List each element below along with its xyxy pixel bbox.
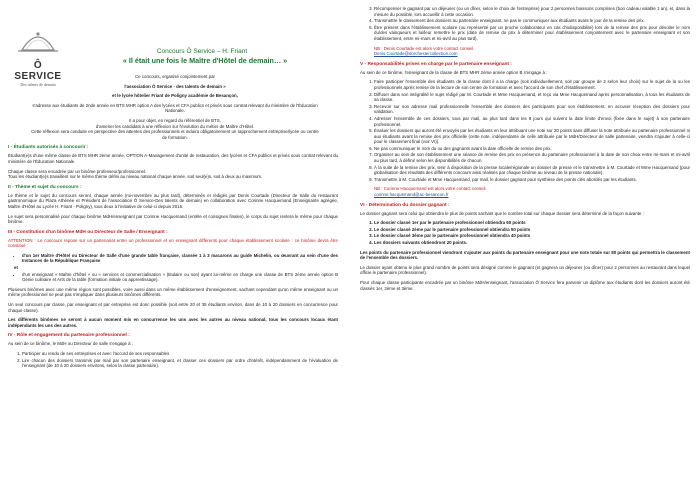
contact-email-link[interactable]: Denis.Courtade@dorchestercollection.com	[374, 51, 458, 57]
paragraph: Étudiant(e)s d'une même classe de BTS MHR 2ème année, OPTION A-Management d'unité de restauration, des lycées et CFA publics et privés sous contrat relevant du ministère de l'Éducation Nationale.	[8, 153, 338, 164]
paragraph: Le dossier gagnant sera celui qui obtiendra le plus de points sachant que le nombre total sur chaque dossier sera déterminé de la façon suivante :	[360, 210, 644, 216]
list-item: 3. Recevoir sur son adresse mail professionnelle l'ensemble des dossiers des participants pour son établissement, en accuser réception des dossiers pour validation.	[374, 104, 690, 115]
list-item: 9. Transmettre à M. Courtade et Mme Hacquemand, par mail, le dossier gagnant pour synthèse des points clés abordés par les étudiants.	[374, 177, 690, 183]
list-item: 2. Lire chacun des dossiers transmis par mail par son partenaire enseignant, et classer ces dossiers par ordre d'intérêt, indépendamment de l'évaluation de l'enseignant (de 10 à 20 dossiers environs, selon la classe partenaire).	[22, 358, 338, 369]
intro-line: s'adresse aux étudiants de 2nde année en BTS MHR option A des lycées et CFA publics et privés sous contrat relevant du ministère de l'Éducation Nationale.	[32, 102, 318, 114]
section-title: V - Responsabilités prises en charge par le partenaire enseignant :	[360, 61, 512, 67]
logo-tagline: Des talents de demain	[20, 82, 56, 87]
list-item: 4. Transmettre le classement des dossiers au partenaire enseignant, ne pas le communiquer aux étudiants avant le jour de la remise des prix.	[374, 18, 690, 24]
logo-mark	[12, 20, 64, 58]
paragraph: Les points du partenaire professionnel viendront s'ajouter aux points du partenaire enseignant pour une note totale sur 80 points qui permettra le classement de l'ensemble des dossiers.	[360, 249, 690, 261]
contact-label: NB : Corinne Hacquemand est alors votre contact conseil	[374, 186, 486, 192]
intro-line: Il a pour objet, en regard du référentiel de BTS,	[129, 117, 221, 123]
list-item: 1. Participer au rendu de ses entreprises et avec l'accord de ses responsables	[22, 351, 338, 357]
list-item: 6. Ne pas communiquer le nom du ou des gagnants avant la date officielle de remise des prix.	[374, 146, 690, 152]
contact-label: NB : Denis Courtade est alors votre contact conseil	[374, 45, 474, 51]
paragraph: Le sujet sera personnalisé pour chaque binôme MdH/enseignant par Corinne Hacquemand (entête et consignes finales), le corps du sujet restera le même pour chaque binôme.	[8, 213, 338, 225]
list-item: et	[14, 265, 18, 271]
left-column	[8, 74, 338, 373]
list-item: 3. Le dossier classé 3ème par le partenaire professionnel obtiendra 40 points	[374, 233, 690, 239]
section-title: I - Étudiants autorisés à concourir :	[8, 145, 89, 151]
bullet-list	[8, 253, 338, 283]
list-item: 1. Faire participer l'ensemble des étudiants de la classe dont il a la charge (soit individuellement, soit par groupe de 2 selon leur choix) sur le sujet de la ou les professionnels après remise de la lecture de son centre de formation et avec l'accord de son chef d'établissement.	[374, 79, 690, 90]
paragraph: Au sein de ce binôme, l'enseignant de la classe de BTS MHR 2ème année option B s'engage à :	[360, 69, 548, 75]
contact-block	[374, 186, 690, 197]
paragraph: Un seul concours par classe, par enseignant et par entreprise est donc possible (soit entre 20 et 35 étudiants environ, dans de 10 à 20 dossiers en concurrence pour chaque classe).	[8, 302, 338, 313]
list-item: 2. Le dossier classé 2ème par le partenaire professionnel obtiendra 50 points	[374, 227, 690, 233]
list-item: • d'un 1er Maître d'Hôtel ou Directeur de Salle d'une grande table française, classée 1 à 3 macarons au guide Michelin, ou œuvrant au sein d'une des Instances de la République Française	[22, 253, 338, 264]
section-title: II - Thème et sujet du concours :	[8, 184, 82, 190]
list-item: • d'un enseignant « Maître d'hôtel » ou « services et commercialisation » (titulaire ou non) ayant lui-même en charge une classe de BTS 2ème année option B Génie culinaire et Arts de la table (formation initiale ou apprentissage).	[22, 272, 338, 283]
cloche-icon	[12, 20, 64, 58]
logo	[12, 20, 64, 87]
numbered-list	[8, 351, 338, 369]
intro-block	[30, 74, 320, 140]
list-item: 4. Adresser l'ensemble de ces dossiers, tous par mail, au plus tard dans les 8 jours qui suivent la date limite d'envoi (fixée dans le sujet) à son partenaire professionnel.	[374, 116, 690, 127]
contest-theme: « Il était une fois le Maître d'Hôtel de demain… »	[122, 56, 288, 65]
list-item: 1. Le dossier classé 1er par le partenaire professionnel obtiendra 60 points	[374, 220, 690, 226]
list-item: 3. Récompenser le gagnant par un déjeuner (ou un dîner, selon le choix de l'entreprise) pour 2 personnes boissons comprises (bon cadeau valable 1 an), et, dans la mesure du possible, lors accueillir à cette occasion.	[374, 6, 690, 17]
intro-line: et le lycée hôtelier Friant de Poligny académie de Besançon,	[112, 93, 238, 99]
contact-block	[374, 46, 690, 57]
numbered-list	[360, 220, 690, 245]
list-item: 2. Diffuser dans son intégralité le sujet rédigé par M. Courtade et Mme Hacquemand, et reçu via Mme Hacquemand après personnalisation, à tous les étudiants de sa classe.	[374, 92, 690, 103]
paragraph: Le dossier ayant obtenu le plus grand nombre de points sera désigné comme le gagnant (et gagnera un déjeuner (ou dîner) pour 2 personnes au restaurant dans lequel officie le partenaire professionnel).	[360, 264, 690, 276]
section-title: VI - Détermination du dossier gagnant :	[360, 202, 450, 208]
list-item: 7. Organiser au sein de son établissement une séance de remise des prix en présence du partenaire professionnel à la date de son choix entre mi-mars et mi-avril au plus tard, à définir selon les disponibilités de chacun.	[374, 152, 690, 163]
numbered-list	[360, 6, 690, 42]
intro-line: Ce concours, organisé conjointement par	[134, 74, 216, 79]
paragraph: Le thème et le sujet du concours seront, chaque année (mi-novembre au plus tard), déterminés et rédigés par Denis Courtade (Directeur de Salle du restaurant gastronomique du Plaza Athénée et Président de l'association Ô Service-Des talents de demain) en collaboration avec Corinne Hacquemand (Enseignante agrégée, Maître d'Hôtel au Lycée H. Friant - Poligny), tous deux à l'initiative de celui-ci depuis 2016.	[8, 192, 338, 209]
numbered-list	[360, 79, 690, 182]
intro-line: Cette réflexion sera conduite en perspective des attentes des professionnels et induira obligatoirement un rapprochement entreprise/lycée ou centre de formation.	[31, 129, 319, 140]
paragraph: Pour chaque classe participante encadrée par un binôme MdH/enseignant, l'association Ô Service fera parvenir un diplôme aux étudiants dont les dossiers auront été classés 1er, 2ème et 3ème.	[360, 279, 690, 291]
intro-line: l'association Ô Service - des talents de demain »	[124, 83, 226, 89]
attention-paragraph: ATTENTION : Le concours repose sur un partenariat entre un professionnel et un enseignant différents pour chaque établissement scolaire : ce binôme devra être constitué :	[8, 237, 338, 249]
paragraph: Tous les étudiant(e)s travaillent sur le même thème défini au niveau national chaque année, soit seul(e)s, soit à deux au maximum.	[8, 174, 263, 180]
list-item: 8. À la suite de la remise des prix, tenir à disposition de la presse locale/régionale un dossier de presse et le transmettre à M. Courtade et Mme Hacquemand (pour globalisation des résultats des différents concours ainsi réalisés par chaque binôme au niveau de la presse nationale).	[374, 165, 690, 176]
section-title: III - Constitution d'un binôme MdH ou Directeur de Salle / Enseignant :	[8, 229, 168, 235]
list-item: 5. Évaluer les dossiers qui auront été envoyés par les étudiants en leur attribuant une note sur 20 points sans diffuser la note attribuée au partenaire professionnel ni aux étudiants avant la remise des prix officielle (cette note, indépendante de celle attribuée par le MdH/Directeur de salle partenaire, viendra s'ajouter à celle-ci pour le classement final (voir VI)).	[374, 128, 690, 145]
contest-title: Concours Ô Service – H. Friant	[156, 48, 248, 55]
paragraph: Plusieurs binômes avec une même région sont possibles, voire aussi dans un même établissement d'enseignement, sachant cependant qu'un même enseignant ou un même professionnel ne peut pas s'impliquer dans plusieurs binômes différents.	[8, 286, 338, 298]
list-item: 5. Être présent dans l'établissement scolaire (ou représenté par un proche collaborateur en cas d'indisponibilité) lors de la remise des prix pour dévoiler le nom du/des vainqueurs et lui/leur remettre le prix (date de remise du prix à déterminer pour établissement conjointement avec le partenaire enseignant et son établissement, entre mi-mars et mi-avril au plus tard).	[374, 25, 690, 42]
section-title: IV - Rôle et engagement du partenaire professionnel :	[8, 333, 130, 339]
paragraph: Les différents binômes ne seront à aucun moment mis en concurrence les uns avec les autres au niveau national, tous les concours locaux étant indépendants les uns des autres.	[8, 317, 338, 328]
intro-line: d'amener les candidats à une réflexion sur l'évolution du métier de Maître d'Hôtel.	[95, 123, 255, 129]
right-column	[360, 6, 690, 295]
logo-name: Ô SERVICE	[14, 60, 62, 82]
list-item: 4. Les dossiers suivants obtiendront 20 points.	[374, 240, 690, 246]
paragraph: Au sein de ce binôme, le MdH ou Directeur de salle s'engage à :	[8, 341, 134, 347]
paragraph: Chaque classe sera encadrée par un binôme professeur/professionnel.	[8, 168, 147, 174]
contact-email-link[interactable]: corinne.hacquemand@ac-besancon.fr	[374, 192, 449, 198]
